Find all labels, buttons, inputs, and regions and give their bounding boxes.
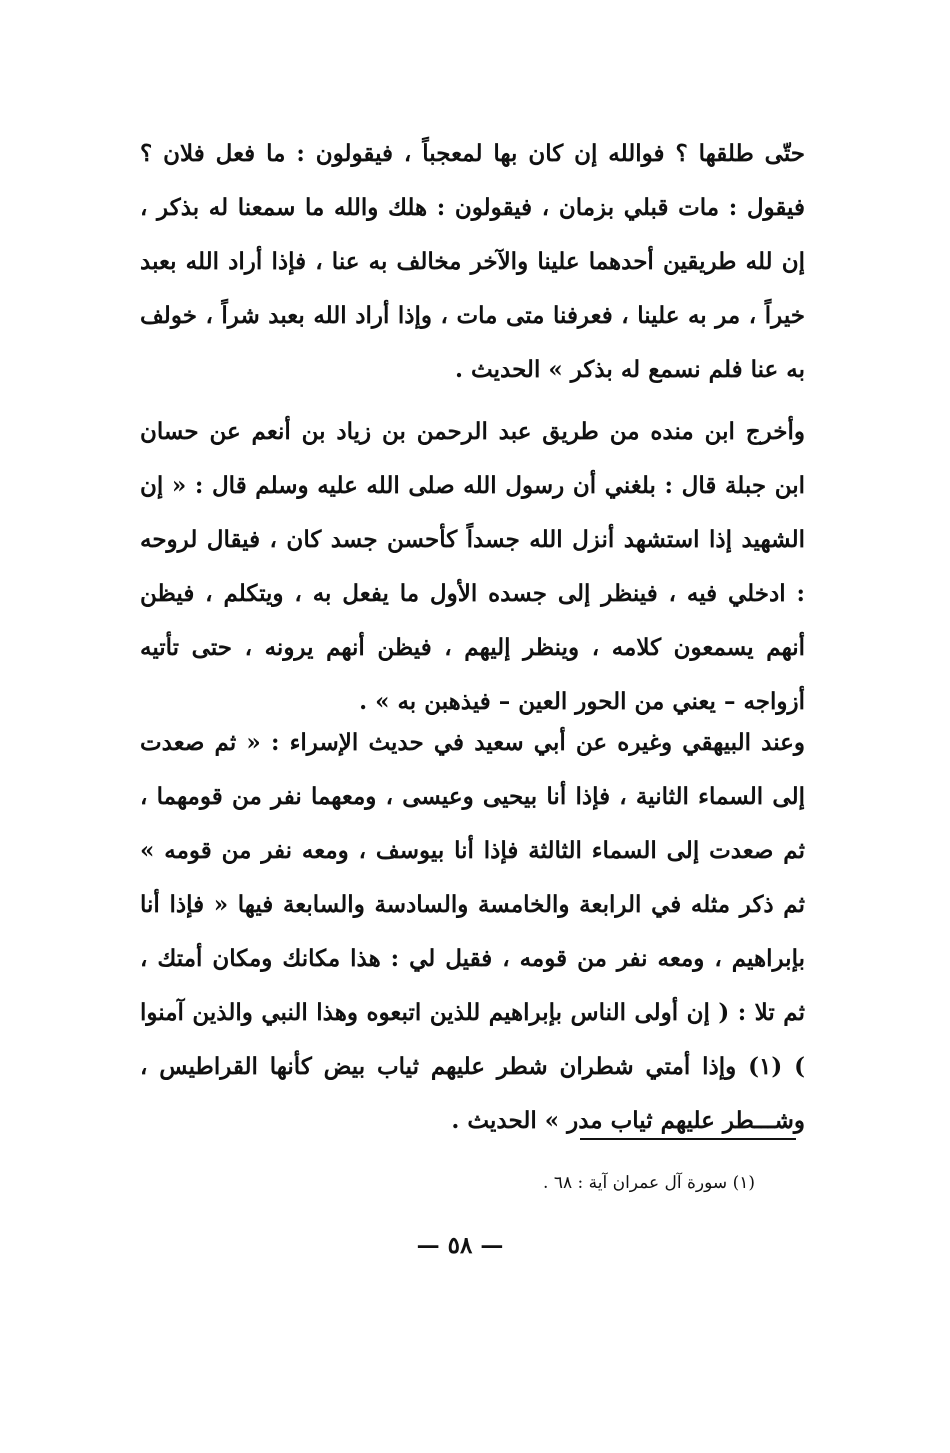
page-number: — ٥٨ — bbox=[416, 1232, 504, 1259]
footnote: (١) سورة آل عمران آية : ٦٨ . bbox=[543, 1173, 755, 1193]
paragraph-3: وعند البيهقي وغيره عن أبي سعيد في حديث الإسراء : « ثم صعدت إلى السماء الثانية ، فإذا أنا بيحيى وعيسى ، ومعهما نفر من قومهما ، ثم صعدت إلى السماء الثالثة فإذا أنا بيوسف ، ومعه نفر من قومه » ثم ذكر مثله في الرابعة والخامسة والسادسة والسابعة فيها « فإذا أنا بإبراهيم ، ومعه نفر من قومه ، فقيل لي : هذا مكانك ومكان أمتك ، ثم تلا : ( إن أولى الناس بإبراهيم للذين اتبعوه وهذا النبي والذين آمنوا ) (١) وإذا أمتي شطران شطر عليهم ثياب بيض كأنها القراطيس ، وشـــطر عليهم ثياب مدر » الحديث . bbox=[140, 729, 805, 1134]
paragraph-2: وأخرج ابن منده من طريق عبد الرحمن بن زياد بن أنعم عن حسان ابن جبلة قال : بلغني أن رسول الله صلى الله عليه وسلم قال : « إن الشهيد إذا استشهد أنزل الله جسداً كأحسن جسد كان ، فيقال لروحه : ادخلي فيه ، فينظر إلى جسده الأول ما يفعل به ، ويتكلم ، فيظن أنهم يسمعون كلامه ، وينظر إليهم ، فيظن أنهم يرونه ، حتى تأتيه أزواجه – يعني من الحور العين – فيذهبن به » . bbox=[140, 418, 805, 715]
footnote-divider bbox=[580, 1138, 796, 1140]
paragraph-1: حتّى طلقها ؟ فوالله إن كان بها لمعجباً ، فيقولون : ما فعل فلان ؟ فيقول : مات قبلي بزمان ، فيقولون : هلك والله ما سمعنا له بذكر ، إن لله طريقين أحدهما علينا والآخر مخالف به عنا ، فإذا أراد الله بعبد خيراً ، مر به علينا ، فعرفنا متى مات ، وإذا أراد الله بعبد شراً ، خولف به عنا فلم نسمع له بذكر » الحديث . bbox=[140, 140, 806, 383]
